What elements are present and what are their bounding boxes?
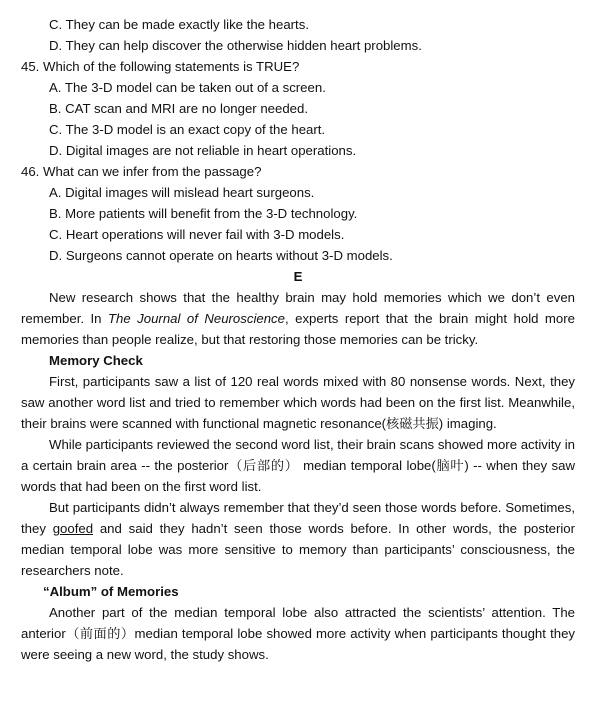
passage-paragraph-4 bbox=[21, 497, 575, 581]
p1-text-before: New research shows that the healthy brain may hold memories which we don’t even remember. In bbox=[21, 290, 575, 326]
q45-option-b: B. CAT scan and MRI are no longer needed. bbox=[49, 101, 309, 116]
passage-paragraph-2: First, participants saw a list of 120 real words mixed with 80 nonsense words. Next, they saw another word list and tried to remember which words had been on the first list. Meanwhile, their brains were scanned with functional magnetic resonance(核磁共振) imaging. bbox=[21, 374, 575, 431]
q46-stem: 46. What can we infer from the passage? bbox=[21, 164, 262, 179]
q44-option-d: D. They can help discover the otherwise hidden heart problems. bbox=[49, 38, 422, 53]
p1-text-after: , experts report that the brain might hold more memories than people realize, but that restoring those memories can be tricky. bbox=[21, 311, 575, 347]
q46-option-d: D. Surgeons cannot operate on hearts without 3-D models. bbox=[49, 248, 393, 263]
p4-text-after: and said they hadn’t seen those words before. In other words, the posterior median temporal lobe was more sensitive to memory than participants’ consciousness, the researchers note. bbox=[21, 521, 575, 578]
passage-paragraph-3: While participants reviewed the second word list, their brain scans showed more activity in a certain brain area -- the posterior（后部的） median temporal lobe(脑叶) -- when they saw words that had been on the first word list. bbox=[21, 437, 575, 494]
q45-stem: 45. Which of the following statements is TRUE? bbox=[21, 59, 300, 74]
underlined-word: goofed bbox=[52, 521, 94, 536]
journal-title: The Journal of Neuroscience bbox=[107, 311, 285, 326]
p4-text-before: But participants didn’t always remember that they’d seen those words before. Sometimes, they bbox=[21, 500, 575, 536]
q45-option-d: D. Digital images are not reliable in heart operations. bbox=[49, 143, 357, 158]
passage-paragraph-1 bbox=[21, 287, 575, 350]
q46-option-a: A. Digital images will mislead heart surgeons. bbox=[49, 185, 315, 200]
section-heading-memory-check: Memory Check bbox=[49, 353, 143, 368]
section-heading-album: “Album” of Memories bbox=[43, 584, 179, 599]
passage-letter: E bbox=[293, 269, 303, 284]
q46-option-b: B. More patients will benefit from the 3-D technology. bbox=[49, 206, 358, 221]
q45-option-c: C. The 3-D model is an exact copy of the heart. bbox=[49, 122, 326, 137]
q44-option-c: C. They can be made exactly like the hearts. bbox=[49, 17, 309, 32]
q45-option-a: A. The 3-D model can be taken out of a screen. bbox=[49, 80, 326, 95]
passage-paragraph-5: Another part of the median temporal lobe also attracted the scientists’ attention. The anterior（前面的）median temporal lobe showed more activity when participants thought they were seeing a new word, the study shows. bbox=[21, 605, 575, 662]
q46-option-c: C. Heart operations will never fail with 3-D models. bbox=[49, 227, 345, 242]
